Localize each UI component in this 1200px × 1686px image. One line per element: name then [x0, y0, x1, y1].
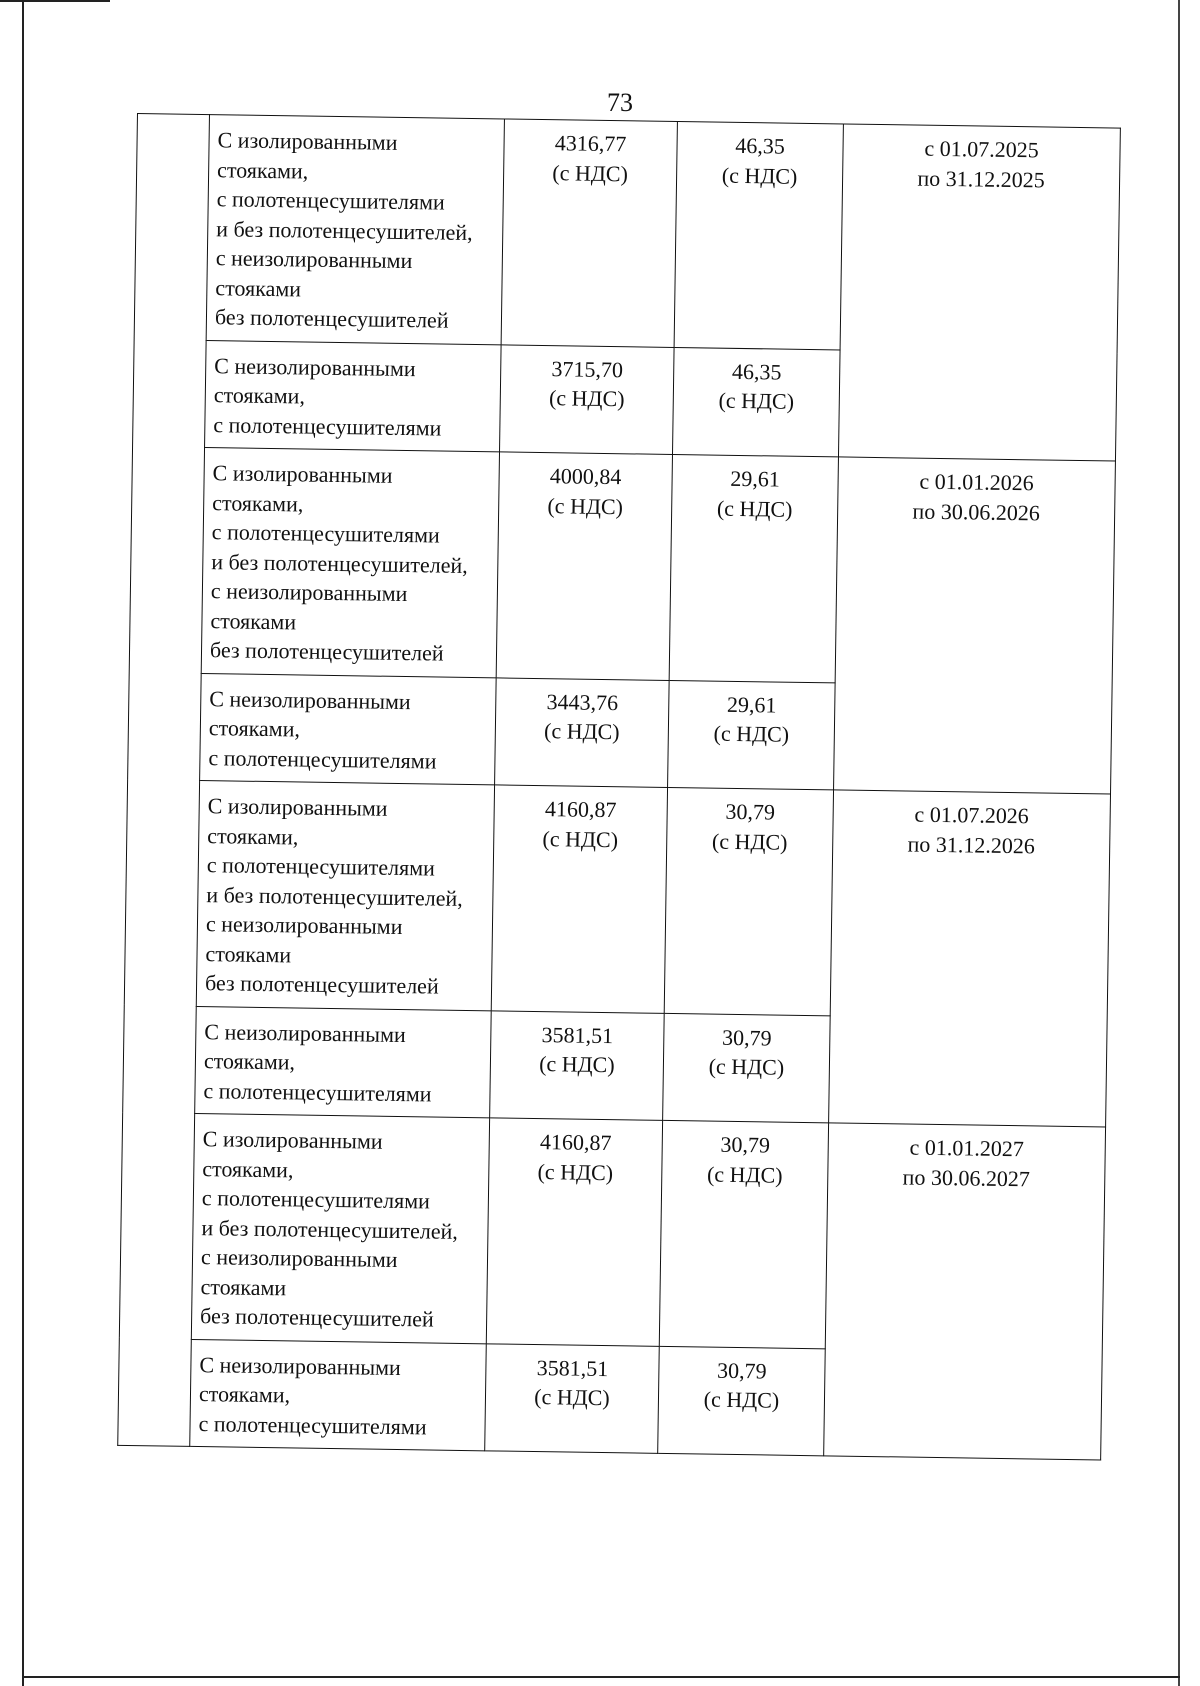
- price-value: 4160,87: [544, 796, 617, 823]
- description-line: с полотенцесушителями: [208, 744, 437, 774]
- description-cell: [205, 340, 502, 452]
- description-line: стояками,: [216, 156, 309, 184]
- description-line: стояками,: [213, 382, 306, 409]
- description-line: без полотенцесушителей: [214, 304, 449, 333]
- description-line: и без полотенцесушителей,: [201, 1214, 459, 1244]
- description-cell: [190, 1339, 487, 1451]
- price-cell: [486, 1118, 662, 1346]
- page-edge-bottom: [22, 1676, 1180, 1678]
- price-note: (с НДС): [543, 718, 620, 745]
- rate-note: (с НДС): [716, 495, 793, 522]
- description-line: С изолированными: [217, 127, 398, 155]
- description-line: стояками,: [198, 1381, 291, 1408]
- price-cell: [485, 1343, 660, 1453]
- description-line: с полотенцесушителями: [216, 186, 445, 215]
- rate-note: (с НДС): [703, 1386, 780, 1413]
- rate-cell: [659, 1120, 828, 1348]
- period-cell: [824, 1123, 1106, 1460]
- description-line: стояками: [200, 1273, 287, 1300]
- period-start: с 01.01.2027: [909, 1134, 1025, 1162]
- description-line: С неизолированными: [209, 685, 411, 714]
- description-line: без полотенцесушителей: [204, 970, 439, 999]
- page-edge-left: [22, 0, 24, 1686]
- rate-note: (с НДС): [718, 387, 795, 414]
- description-line: без полотенцесушителей: [199, 1303, 434, 1332]
- period-end: по 31.12.2026: [907, 831, 1036, 858]
- rate-value: 30,79: [725, 798, 776, 825]
- description-line: с полотенцесушителями: [201, 1185, 431, 1214]
- rate-cell: [674, 122, 843, 350]
- description-line: стояками: [215, 274, 302, 301]
- rate-cell: [669, 454, 838, 682]
- price-cell: [495, 677, 670, 787]
- price-value: 3581,51: [541, 1021, 614, 1048]
- period-start: с 01.07.2025: [924, 135, 1039, 163]
- rate-note: (с НДС): [713, 720, 790, 747]
- table-row: [119, 1112, 1105, 1352]
- price-value: 3715,70: [551, 355, 624, 382]
- description-cell: [201, 448, 499, 678]
- description-line: с полотенцесушителями: [206, 852, 436, 881]
- period-end: по 31.12.2025: [917, 165, 1045, 192]
- rate-note: (с НДС): [721, 162, 798, 189]
- table-row: [134, 114, 1120, 354]
- description-line: стояками: [210, 607, 297, 634]
- description-line: С изолированными: [207, 793, 388, 821]
- description-line: без полотенцесушителей: [209, 637, 444, 666]
- description-line: с неизолированными: [205, 911, 403, 940]
- description-line: стояками: [205, 940, 292, 967]
- price-cell: [496, 452, 672, 680]
- price-note: (с НДС): [537, 1158, 614, 1185]
- price-cell: [501, 119, 677, 347]
- period-cell: [834, 457, 1116, 794]
- price-cell: [491, 785, 667, 1013]
- table-row: [124, 779, 1110, 1019]
- description-line: с полотенцесушителями: [198, 1410, 427, 1439]
- rate-cell: [672, 347, 840, 457]
- price-note: (с НДС): [534, 1384, 610, 1411]
- rate-note: (с НДС): [711, 828, 788, 855]
- rate-value: 46,35: [735, 132, 786, 159]
- description-line: с полотенцесушителями: [211, 519, 441, 548]
- page-number: 73: [607, 88, 633, 117]
- description-line: с неизолированными: [210, 578, 408, 607]
- tariff-table-container: [117, 113, 1120, 1460]
- rate-value: 30,79: [716, 1357, 767, 1383]
- description-line: С изолированными: [202, 1126, 383, 1154]
- rate-value: 29,61: [730, 465, 781, 492]
- price-note: (с НДС): [548, 385, 625, 412]
- rate-value: 30,79: [721, 1024, 772, 1051]
- description-line: и без полотенцесушителей,: [206, 881, 463, 911]
- rate-value: 29,61: [726, 691, 777, 718]
- description-cell: [206, 115, 504, 345]
- price-cell: [490, 1010, 665, 1120]
- rate-cell: [668, 680, 836, 790]
- description-line: С неизолированными: [199, 1351, 402, 1380]
- rate-cell: [658, 1346, 826, 1456]
- period-end: по 30.06.2027: [902, 1163, 1031, 1191]
- price-value: 4160,87: [539, 1129, 612, 1156]
- description-line: стояками,: [202, 1155, 294, 1182]
- description-line: С неизолированными: [214, 352, 416, 381]
- price-value: 4000,84: [549, 463, 622, 490]
- description-line: и без полотенцесушителей,: [211, 548, 468, 578]
- tariff-table-body: [118, 114, 1121, 1460]
- period-cell: [838, 124, 1120, 461]
- page-edge-top: [0, 0, 110, 2]
- rate-value: 30,79: [720, 1131, 771, 1158]
- price-value: 4316,77: [554, 130, 627, 157]
- description-line: с полотенцесушителями: [203, 1077, 432, 1106]
- description-line: стояками,: [208, 715, 301, 742]
- rate-note: (с НДС): [708, 1053, 785, 1080]
- price-note: (с НДС): [552, 159, 629, 186]
- period-cell: [829, 790, 1111, 1127]
- rate-cell: [664, 787, 833, 1015]
- description-line: и без полотенцесушителей,: [216, 215, 473, 245]
- price-note: (с НДС): [539, 1051, 615, 1078]
- table-row: [129, 446, 1115, 686]
- description-line: с неизолированными: [200, 1244, 398, 1272]
- description-cell: [196, 781, 494, 1011]
- period-start: с 01.01.2026: [919, 468, 1034, 496]
- price-cell: [500, 344, 675, 454]
- rate-cell: [663, 1013, 831, 1123]
- period-end: по 30.06.2026: [912, 498, 1040, 525]
- description-cell: [195, 1006, 492, 1118]
- description-line: стояками,: [207, 822, 299, 849]
- tariff-table: [117, 113, 1121, 1460]
- price-value: 3443,76: [546, 688, 619, 715]
- description-cell: [191, 1113, 489, 1343]
- description-cell: [200, 673, 497, 785]
- description-line: стояками,: [212, 489, 304, 517]
- rate-value: 46,35: [731, 358, 782, 385]
- period-start: с 01.07.2026: [914, 801, 1029, 829]
- description-line: С изолированными: [212, 460, 393, 488]
- description-line: с неизолированными: [215, 245, 413, 274]
- price-note: (с НДС): [542, 825, 619, 852]
- price-value: 3581,51: [536, 1354, 609, 1381]
- description-line: стояками,: [203, 1048, 296, 1075]
- description-line: С неизолированными: [204, 1018, 406, 1047]
- page-edge-right: [1178, 0, 1180, 1686]
- price-note: (с НДС): [547, 492, 624, 519]
- rate-note: (с НДС): [706, 1161, 783, 1188]
- description-line: с полотенцесушителями: [213, 411, 442, 441]
